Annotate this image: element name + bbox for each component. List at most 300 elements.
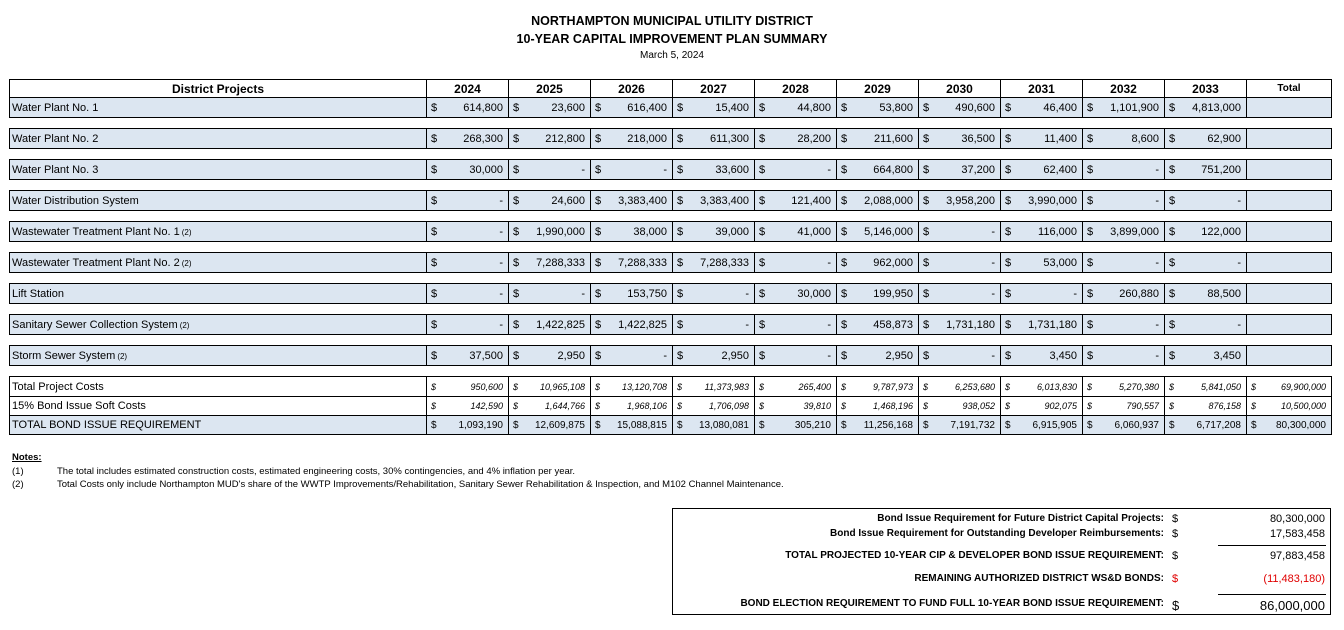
project-name-text: Storm Sewer System bbox=[12, 349, 116, 362]
dollar-sign: $ bbox=[759, 163, 766, 176]
summary-cost-cell bbox=[591, 397, 673, 416]
money-value: - bbox=[1237, 256, 1241, 269]
money-cell bbox=[1165, 195, 1246, 207]
money-value: 3,990,000 bbox=[1028, 194, 1077, 207]
money-cell bbox=[1165, 164, 1246, 176]
money-cell bbox=[1001, 319, 1082, 331]
money-cell bbox=[837, 401, 918, 411]
project-cost-cell bbox=[1083, 98, 1165, 118]
dollar-sign: $ bbox=[1005, 194, 1012, 207]
spacer-cell bbox=[10, 118, 1332, 129]
money-cell bbox=[1083, 102, 1164, 114]
money-cell bbox=[427, 102, 508, 114]
project-total-cell bbox=[1247, 160, 1332, 180]
money-cell bbox=[919, 133, 1000, 145]
money-value: 2,950 bbox=[557, 349, 585, 362]
money-value: 3,450 bbox=[1213, 349, 1241, 362]
money-cell bbox=[673, 133, 754, 145]
money-value: 490,600 bbox=[955, 101, 995, 114]
project-cost-cell bbox=[755, 315, 837, 335]
money-value: 6,253,680 bbox=[954, 381, 995, 392]
money-value: 6,915,905 bbox=[1032, 419, 1077, 431]
project-cost-cell bbox=[837, 315, 919, 335]
row-spacer bbox=[10, 273, 1332, 284]
money-cell bbox=[919, 102, 1000, 114]
money-value: 62,900 bbox=[1207, 132, 1241, 145]
project-cost-cell bbox=[837, 160, 919, 180]
money-cell bbox=[1001, 164, 1082, 176]
dollar-sign: $ bbox=[759, 287, 766, 300]
page-title: NORTHAMPTON MUNICIPAL UTILITY DISTRICT bbox=[531, 14, 813, 28]
project-cost-cell bbox=[509, 98, 591, 118]
money-value: 614,800 bbox=[463, 101, 503, 114]
note-line bbox=[12, 466, 784, 479]
summary-cost-cell bbox=[837, 416, 919, 435]
money-cell bbox=[673, 401, 754, 411]
project-name-text: Wastewater Treatment Plant No. 2 bbox=[12, 256, 180, 269]
money-cell bbox=[509, 102, 590, 114]
money-cell bbox=[1165, 382, 1246, 392]
summary-row bbox=[10, 377, 1332, 397]
money-value: - bbox=[1073, 287, 1077, 300]
money-value: 11,256,168 bbox=[863, 419, 913, 431]
project-cost-cell bbox=[919, 315, 1001, 335]
summary-cost-cell bbox=[591, 416, 673, 435]
summary-cost-cell bbox=[673, 416, 755, 435]
dollar-sign: $ bbox=[595, 349, 602, 362]
project-name-text: Sanitary Sewer Collection System bbox=[12, 318, 178, 331]
project-cost-cell bbox=[919, 222, 1001, 242]
dollar-sign: $ bbox=[1087, 287, 1094, 300]
money-value: 39,810 bbox=[803, 401, 831, 411]
money-cell bbox=[591, 133, 672, 145]
dollar-sign: $ bbox=[1169, 381, 1175, 392]
money-cell bbox=[427, 133, 508, 145]
money-cell bbox=[427, 401, 508, 411]
dollar-sign: $ bbox=[841, 225, 848, 238]
money-cell bbox=[591, 195, 672, 207]
money-cell bbox=[919, 319, 1000, 331]
summary-cost-cell bbox=[919, 416, 1001, 435]
dollar-sign: $ bbox=[431, 419, 437, 431]
dollar-sign: $ bbox=[759, 256, 766, 269]
notes-list bbox=[12, 466, 784, 492]
money-value: 13,120,708 bbox=[621, 381, 667, 392]
project-cost-cell bbox=[755, 253, 837, 273]
money-cell bbox=[837, 226, 918, 238]
money-cell bbox=[1083, 420, 1164, 431]
dollar-sign: $ bbox=[595, 163, 602, 176]
note-text: The total includes estimated construction costs, estimated engineering costs, 30% contingencies, and 4% inflation per year. bbox=[57, 466, 576, 477]
money-cell bbox=[1165, 133, 1246, 145]
money-cell bbox=[427, 350, 508, 362]
project-cost-cell bbox=[1001, 129, 1083, 149]
project-cost-cell bbox=[755, 284, 837, 304]
money-value: 962,000 bbox=[873, 256, 913, 269]
dollar-sign: $ bbox=[1172, 528, 1179, 540]
summary-cost-cell bbox=[919, 397, 1001, 416]
bond-row-label: BOND ELECTION REQUIREMENT TO FUND FULL 10-YEAR BOND ISSUE REQUIREMENT: bbox=[740, 598, 1164, 609]
money-value: - bbox=[1155, 194, 1159, 207]
project-cost-cell bbox=[837, 253, 919, 273]
money-value: - bbox=[663, 349, 667, 362]
project-cost-cell bbox=[673, 284, 755, 304]
dollar-sign: $ bbox=[1005, 256, 1012, 269]
spacer-cell bbox=[10, 149, 1332, 160]
dollar-sign: $ bbox=[841, 287, 848, 300]
project-name bbox=[10, 129, 427, 149]
summary-cost-cell bbox=[1165, 377, 1247, 397]
project-cost-cell bbox=[427, 129, 509, 149]
dollar-sign: $ bbox=[513, 101, 520, 114]
money-value: - bbox=[499, 194, 503, 207]
project-cost-cell bbox=[837, 346, 919, 366]
money-value: 664,800 bbox=[873, 163, 913, 176]
money-cell bbox=[673, 164, 754, 176]
project-cost-cell bbox=[1083, 191, 1165, 211]
project-name bbox=[10, 346, 427, 366]
project-cost-cell bbox=[509, 222, 591, 242]
summary-cost-cell bbox=[1001, 416, 1083, 435]
money-cell bbox=[427, 319, 508, 331]
money-value: - bbox=[1237, 318, 1241, 331]
project-cost-cell bbox=[673, 191, 755, 211]
money-value: 10,500,000 bbox=[1280, 401, 1326, 411]
dollar-sign: $ bbox=[1087, 401, 1093, 411]
project-cost-cell bbox=[1001, 346, 1083, 366]
dollar-sign: $ bbox=[677, 287, 684, 300]
dollar-sign: $ bbox=[759, 318, 766, 331]
money-cell bbox=[755, 401, 836, 411]
project-cost-cell bbox=[509, 346, 591, 366]
notes-title: Notes: bbox=[12, 452, 42, 463]
dollar-sign: $ bbox=[595, 318, 602, 331]
dollar-sign: $ bbox=[1172, 573, 1179, 585]
dollar-sign: $ bbox=[513, 318, 520, 331]
money-value: 28,200 bbox=[797, 132, 831, 145]
summary-cost-cell bbox=[755, 416, 837, 435]
money-cell bbox=[1083, 226, 1164, 238]
dollar-sign: $ bbox=[513, 163, 520, 176]
project-cost-cell bbox=[1083, 222, 1165, 242]
dollar-sign: $ bbox=[841, 401, 847, 411]
dollar-sign: $ bbox=[1087, 225, 1094, 238]
summary-cost-cell bbox=[1083, 397, 1165, 416]
dollar-sign: $ bbox=[431, 318, 438, 331]
header-year-2033: 2033 bbox=[1165, 80, 1247, 98]
header-year-2025: 2025 bbox=[509, 80, 591, 98]
dollar-sign: $ bbox=[431, 287, 438, 300]
money-value: 38,000 bbox=[633, 225, 667, 238]
sum-underline bbox=[1218, 545, 1326, 546]
money-value: 53,800 bbox=[879, 101, 913, 114]
money-cell bbox=[591, 319, 672, 331]
dollar-sign: $ bbox=[759, 401, 765, 411]
money-value: 15,400 bbox=[715, 101, 749, 114]
page-subtitle: 10-YEAR CAPITAL IMPROVEMENT PLAN SUMMARY bbox=[516, 32, 828, 46]
money-cell bbox=[591, 164, 672, 176]
footnote-marker: (2) bbox=[181, 258, 192, 268]
table-row bbox=[10, 315, 1332, 335]
project-cost-cell bbox=[919, 346, 1001, 366]
money-value: 41,000 bbox=[797, 225, 831, 238]
money-value: - bbox=[499, 318, 503, 331]
dollar-sign: $ bbox=[1087, 419, 1093, 431]
project-cost-cell bbox=[1001, 191, 1083, 211]
footnote-marker: (2) bbox=[117, 351, 128, 361]
money-cell bbox=[1247, 401, 1331, 411]
money-cell bbox=[755, 350, 836, 362]
project-cost-cell bbox=[919, 160, 1001, 180]
money-cell bbox=[919, 382, 1000, 392]
project-cost-cell bbox=[1083, 284, 1165, 304]
dollar-sign: $ bbox=[923, 101, 930, 114]
dollar-sign: $ bbox=[1087, 256, 1094, 269]
summary-cost-cell bbox=[509, 416, 591, 435]
project-cost-cell bbox=[1165, 191, 1247, 211]
project-total-cell bbox=[1247, 284, 1332, 304]
money-value: - bbox=[1155, 256, 1159, 269]
project-cost-cell bbox=[673, 129, 755, 149]
money-cell bbox=[509, 401, 590, 411]
money-value: 8,600 bbox=[1131, 132, 1159, 145]
money-cell bbox=[673, 226, 754, 238]
dollar-sign: $ bbox=[1169, 318, 1176, 331]
money-value: 36,500 bbox=[961, 132, 995, 145]
money-cell bbox=[591, 257, 672, 269]
money-value: 268,300 bbox=[463, 132, 503, 145]
project-cost-cell bbox=[427, 315, 509, 335]
money-cell bbox=[919, 257, 1000, 269]
money-cell bbox=[1001, 288, 1082, 300]
project-name bbox=[10, 253, 427, 273]
bond-summary-row bbox=[673, 598, 1330, 611]
money-value: - bbox=[1155, 163, 1159, 176]
money-value: 121,400 bbox=[791, 194, 831, 207]
header-year-2028: 2028 bbox=[755, 80, 837, 98]
dollar-sign: $ bbox=[841, 318, 848, 331]
project-cost-cell bbox=[837, 222, 919, 242]
project-cost-cell bbox=[509, 129, 591, 149]
money-cell bbox=[427, 382, 508, 392]
money-value: 5,841,050 bbox=[1200, 381, 1241, 392]
summary-cost-cell bbox=[427, 377, 509, 397]
dollar-sign: $ bbox=[841, 381, 847, 392]
summary-cost-cell bbox=[755, 377, 837, 397]
money-value: 15,088,815 bbox=[616, 419, 667, 431]
dollar-sign: $ bbox=[1005, 419, 1011, 431]
bond-summary-box bbox=[672, 508, 1331, 615]
money-value: 116,000 bbox=[1038, 225, 1077, 238]
summary-cost-cell bbox=[837, 377, 919, 397]
money-value: - bbox=[827, 349, 831, 362]
money-value: 2,950 bbox=[885, 349, 913, 362]
bond-summary-row bbox=[673, 528, 1330, 541]
money-cell bbox=[837, 319, 918, 331]
money-value: 23,600 bbox=[551, 101, 585, 114]
money-cell bbox=[837, 288, 918, 300]
money-value: 1,422,825 bbox=[536, 318, 585, 331]
money-value: 122,000 bbox=[1201, 225, 1241, 238]
spacer-cell bbox=[10, 304, 1332, 315]
money-cell bbox=[837, 133, 918, 145]
dollar-sign: $ bbox=[1087, 101, 1094, 114]
dollar-sign: $ bbox=[595, 287, 602, 300]
summary-cost-cell bbox=[1165, 416, 1247, 435]
project-total-cell bbox=[1247, 191, 1332, 211]
money-value: 69,900,000 bbox=[1280, 381, 1326, 392]
money-cell bbox=[919, 195, 1000, 207]
money-value: - bbox=[991, 225, 995, 238]
money-value: 3,383,400 bbox=[618, 194, 667, 207]
money-cell bbox=[755, 382, 836, 392]
project-cost-cell bbox=[509, 315, 591, 335]
project-cost-cell bbox=[673, 315, 755, 335]
money-value: 30,000 bbox=[469, 163, 503, 176]
dollar-sign: $ bbox=[841, 101, 848, 114]
dollar-sign: $ bbox=[513, 349, 520, 362]
money-value: 199,950 bbox=[873, 287, 913, 300]
money-value: 9,787,973 bbox=[872, 381, 913, 392]
money-value: 62,400 bbox=[1043, 163, 1077, 176]
money-value: 1,093,190 bbox=[458, 419, 503, 431]
money-value: 37,500 bbox=[469, 349, 503, 362]
project-name bbox=[10, 222, 427, 242]
project-cost-cell bbox=[1083, 346, 1165, 366]
project-cost-cell bbox=[755, 346, 837, 366]
dollar-sign: $ bbox=[431, 256, 438, 269]
money-value: 6,060,937 bbox=[1114, 419, 1159, 431]
money-cell bbox=[755, 257, 836, 269]
dollar-sign: $ bbox=[431, 132, 438, 145]
money-value: 3,450 bbox=[1049, 349, 1077, 362]
money-cell bbox=[509, 319, 590, 331]
header-year-2024: 2024 bbox=[427, 80, 509, 98]
money-value: 11,400 bbox=[1044, 132, 1077, 145]
project-total-cell bbox=[1247, 129, 1332, 149]
dollar-sign: $ bbox=[1005, 401, 1011, 411]
money-value: 938,052 bbox=[962, 401, 995, 411]
project-name-text: Water Plant No. 2 bbox=[12, 132, 99, 145]
dollar-sign: $ bbox=[1087, 194, 1094, 207]
summary-cost-cell bbox=[591, 377, 673, 397]
money-cell bbox=[755, 133, 836, 145]
notes-section bbox=[12, 452, 784, 492]
table-row bbox=[10, 284, 1332, 304]
money-value: - bbox=[745, 287, 749, 300]
money-cell bbox=[673, 102, 754, 114]
table-row bbox=[10, 191, 1332, 211]
money-value: 902,075 bbox=[1044, 401, 1077, 411]
bond-row-label: Bond Issue Requirement for Future District Capital Projects: bbox=[877, 513, 1164, 524]
money-cell bbox=[1083, 164, 1164, 176]
dollar-sign: $ bbox=[1169, 132, 1176, 145]
dollar-sign: $ bbox=[677, 349, 684, 362]
dollar-sign: $ bbox=[923, 163, 930, 176]
money-value: 24,600 bbox=[551, 194, 585, 207]
summary-name: 15% Bond Issue Soft Costs bbox=[10, 397, 427, 416]
money-cell bbox=[919, 420, 1000, 431]
dollar-sign: $ bbox=[1251, 381, 1257, 392]
money-value: 3,899,000 bbox=[1110, 225, 1159, 238]
summary-row bbox=[10, 416, 1332, 435]
project-cost-cell bbox=[509, 253, 591, 273]
sum-underline bbox=[1218, 594, 1326, 595]
money-cell bbox=[837, 102, 918, 114]
money-cell bbox=[1001, 350, 1082, 362]
money-cell bbox=[673, 319, 754, 331]
note-key: (1) bbox=[12, 466, 24, 477]
summary-row bbox=[10, 397, 1332, 416]
dollar-sign: $ bbox=[923, 318, 930, 331]
summary-cost-cell bbox=[755, 397, 837, 416]
dollar-sign: $ bbox=[841, 194, 848, 207]
money-cell bbox=[837, 382, 918, 392]
money-value: 212,800 bbox=[545, 132, 585, 145]
dollar-sign: $ bbox=[513, 287, 520, 300]
project-total-cell bbox=[1247, 315, 1332, 335]
project-name bbox=[10, 98, 427, 118]
money-value: 265,400 bbox=[798, 381, 831, 392]
table-row bbox=[10, 346, 1332, 366]
project-name bbox=[10, 315, 427, 335]
project-cost-cell bbox=[1001, 315, 1083, 335]
money-value: 2,088,000 bbox=[864, 194, 913, 207]
money-cell bbox=[673, 350, 754, 362]
dollar-sign: $ bbox=[513, 419, 519, 431]
money-value: 1,644,766 bbox=[544, 401, 585, 411]
money-cell bbox=[1247, 382, 1331, 392]
money-cell bbox=[1001, 102, 1082, 114]
money-cell bbox=[755, 319, 836, 331]
money-value: - bbox=[499, 287, 503, 300]
dollar-sign: $ bbox=[759, 194, 766, 207]
dollar-sign: $ bbox=[677, 381, 683, 392]
money-cell bbox=[919, 164, 1000, 176]
money-cell bbox=[509, 420, 590, 431]
project-cost-cell bbox=[1001, 253, 1083, 273]
summary-cost-cell bbox=[1001, 377, 1083, 397]
project-cost-cell bbox=[673, 160, 755, 180]
table-row bbox=[10, 222, 1332, 242]
project-cost-cell bbox=[755, 160, 837, 180]
money-cell bbox=[1165, 319, 1246, 331]
money-value: 2,950 bbox=[721, 349, 749, 362]
project-total-cell bbox=[1247, 98, 1332, 118]
money-value: 611,300 bbox=[710, 132, 749, 145]
project-cost-cell bbox=[1165, 129, 1247, 149]
project-cost-cell bbox=[919, 253, 1001, 273]
row-spacer bbox=[10, 366, 1332, 377]
project-cost-cell bbox=[1083, 160, 1165, 180]
footnote-marker: (2) bbox=[179, 320, 190, 330]
project-cost-cell bbox=[837, 98, 919, 118]
money-cell bbox=[1083, 319, 1164, 331]
money-cell bbox=[1001, 133, 1082, 145]
money-cell bbox=[919, 288, 1000, 300]
money-cell bbox=[1001, 401, 1082, 411]
money-value: 211,600 bbox=[874, 132, 913, 145]
project-cost-cell bbox=[509, 160, 591, 180]
bond-row-label: Bond Issue Requirement for Outstanding Developer Reimbursements: bbox=[830, 528, 1164, 539]
money-value: 1,468,196 bbox=[872, 401, 913, 411]
project-cost-cell bbox=[837, 284, 919, 304]
money-value: 458,873 bbox=[873, 318, 913, 331]
dollar-sign: $ bbox=[1005, 287, 1012, 300]
row-spacer bbox=[10, 180, 1332, 191]
spacer-cell bbox=[10, 242, 1332, 253]
money-cell bbox=[1165, 226, 1246, 238]
